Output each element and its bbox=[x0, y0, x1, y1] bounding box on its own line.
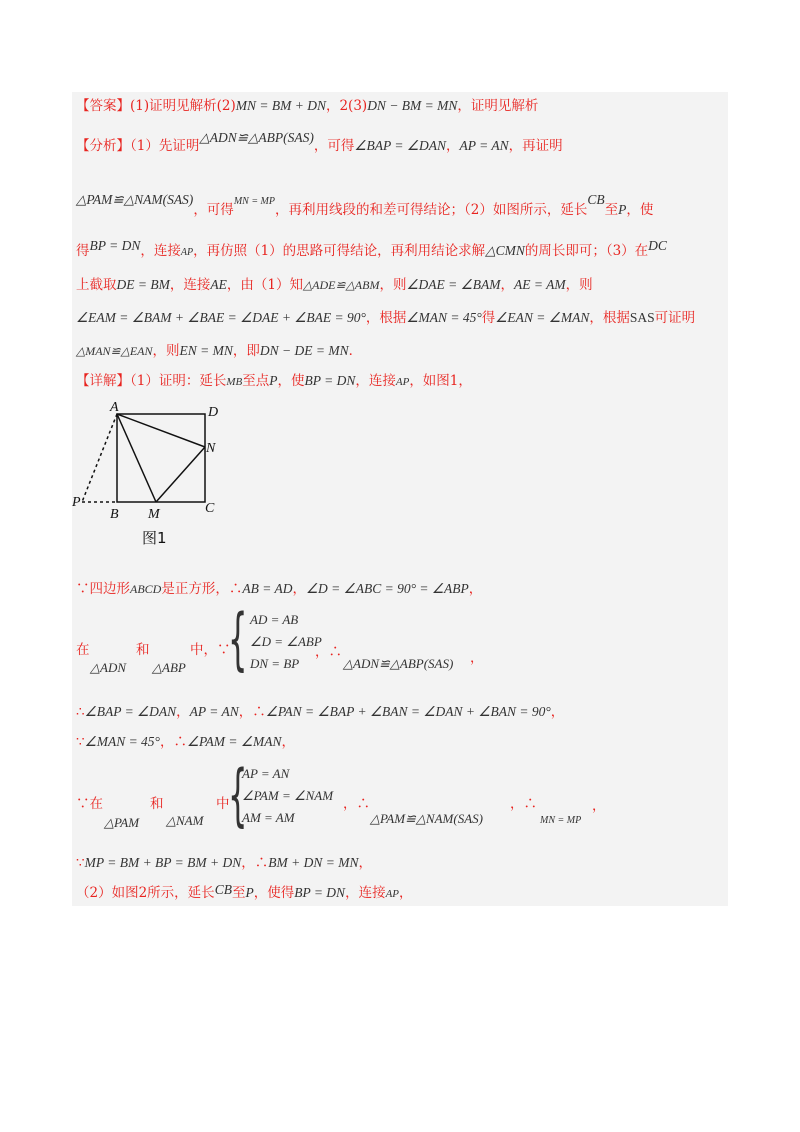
analysis-line-1: 【分析】（1）先证明△ADN≌△ABP(SAS)，可得∠BAP = ∠DAN，AP = AN，再证明 bbox=[76, 130, 563, 154]
system-1-result: △ADN≌△ABP(SAS) bbox=[343, 656, 454, 671]
proof-system-1-so: ，∴ bbox=[315, 644, 342, 660]
formula: CB bbox=[587, 192, 605, 207]
formula: AP = AN bbox=[189, 704, 239, 719]
formula: ∠PAM = ∠MAN bbox=[186, 734, 282, 749]
proof-line-3: ∴∠BAP = ∠DAN，AP = AN，∴∠PAN = ∠BAP + ∠BAN = ∠DAN + ∠BAN = 90°， bbox=[76, 704, 565, 720]
formula: BP = DN bbox=[89, 238, 141, 253]
proof-system-1-in: 在 bbox=[76, 642, 90, 658]
brace-2: { bbox=[228, 756, 248, 835]
formula: P bbox=[269, 373, 278, 388]
formula: DN − BM = MN bbox=[367, 98, 458, 113]
system-1-eq-1: AD = AB bbox=[250, 612, 299, 627]
analysis-line-4: 上截取DE = BM，连接AE，由（1）知△ADE≌△ABM，则∠DAE = ∠BAM，AE = AM，则 bbox=[76, 277, 593, 293]
formula: MN = MP bbox=[233, 196, 275, 207]
formula: ∠D = ∠ABC = 90° = ∠ABP bbox=[305, 581, 469, 596]
square-abcd bbox=[117, 414, 205, 502]
triangle-pam: △PAM bbox=[104, 815, 140, 830]
formula: AE bbox=[210, 277, 227, 292]
formula: DN − DE = MN bbox=[259, 343, 349, 358]
system-2-eq-1: AP = AN bbox=[242, 766, 290, 781]
formula: P bbox=[245, 885, 254, 900]
formula: ∠BAP = ∠DAN bbox=[354, 138, 446, 153]
formula: ∠BAP = ∠DAN bbox=[84, 704, 177, 719]
formula: MB bbox=[226, 376, 243, 388]
proof-system-1-end: ， bbox=[470, 650, 484, 666]
dashed-segment-ap bbox=[82, 414, 117, 502]
proof-system-1-and: 和 bbox=[136, 642, 150, 658]
answer-tag: 【答案】 bbox=[76, 98, 130, 114]
label-b: B bbox=[110, 507, 119, 522]
analysis-tag: 【分析】 bbox=[76, 138, 130, 154]
label-n: N bbox=[206, 441, 216, 456]
formula: DC bbox=[648, 238, 667, 253]
triangle-nam: △NAM bbox=[166, 813, 204, 828]
proof-line-1: ∵四边形ABCD是正方形，∴AB = AD，∠D = ∠ABC = 90° = ∠ABP， bbox=[76, 581, 483, 597]
triangle-abp: △ABP bbox=[152, 660, 186, 675]
formula: △ADN≌△ABP(SAS) bbox=[199, 130, 314, 145]
formula: AB = AD bbox=[242, 581, 293, 596]
formula: SAS bbox=[629, 310, 655, 325]
figure-caption: 图1 bbox=[142, 529, 167, 547]
brace-1: { bbox=[228, 600, 248, 679]
proof-line-4: ∵∠MAN = 45°，∴∠PAM = ∠MAN， bbox=[76, 734, 296, 750]
proof-line-6: ∵MP = BM + BP = BM + DN，∴BM + DN = MN， bbox=[76, 855, 372, 871]
formula: P bbox=[618, 202, 627, 217]
label-a: A bbox=[110, 400, 119, 415]
formula: ∠DAE = ∠BAM bbox=[406, 277, 501, 292]
detail-tag: 【详解】 bbox=[76, 373, 130, 389]
proof-system-2-mid: 中 bbox=[216, 796, 230, 812]
analysis-line-6: △MAN≌△EAN，则EN = MN，即DN − DE = MN． bbox=[76, 343, 363, 359]
formula: ∠EAM = ∠BAM + ∠BAE = ∠DAE + ∠BAE = 90° bbox=[76, 310, 366, 325]
formula: △CMN bbox=[485, 243, 525, 258]
system-1-eq-2: ∠D = ∠ABP bbox=[250, 634, 322, 649]
segment-mn bbox=[156, 447, 205, 502]
formula: △PAM≌△NAM(SAS) bbox=[76, 192, 194, 207]
formula: DE = BM bbox=[116, 277, 170, 292]
formula: ∠EAN = ∠MAN bbox=[495, 310, 590, 325]
answer-line: 【答案】(1)证明见解析(2)MN = BM + DN，2(3)DN − BM = MN，证明见解析 bbox=[76, 98, 539, 114]
system-2-result-2: MN = MP bbox=[540, 815, 582, 826]
detail-line: 【详解】（1）证明：延长MB至点P，使BP = DN，连接AP，如图1， bbox=[76, 373, 472, 389]
formula: ∠PAN = ∠BAP + ∠BAN = ∠DAN + ∠BAN = 90° bbox=[265, 704, 551, 719]
label-m: M bbox=[148, 507, 160, 522]
proof-system-2-end: ， bbox=[592, 798, 606, 814]
proof-system-2-so: ，∴ bbox=[343, 796, 370, 812]
formula: BM + DN = MN bbox=[268, 855, 359, 870]
formula: AP bbox=[395, 376, 410, 388]
proof-system-1-mid: 中，∵ bbox=[190, 642, 231, 658]
formula: ∠MAN = 45° bbox=[406, 310, 482, 325]
formula: △MAN≌△EAN bbox=[76, 344, 153, 358]
formula: ∠MAN = 45° bbox=[84, 734, 160, 749]
system-2-result: △PAM≌△NAM(SAS) bbox=[370, 811, 483, 826]
analysis-line-3: 得BP = DN，连接AP，再仿照（1）的思路可得结论，再利用结论求解△CMN的周长即可；（3）在DC bbox=[76, 238, 667, 259]
label-p: P bbox=[72, 495, 81, 510]
formula: ABCD bbox=[130, 582, 162, 596]
label-d: D bbox=[208, 405, 219, 420]
analysis-line-5: ∠EAM = ∠BAM + ∠BAE = ∠DAE + ∠BAE = 90°，根据∠MAN = 45°得∠EAN = ∠MAN，根据SAS可证明 bbox=[76, 310, 696, 326]
figure-1 bbox=[66, 396, 236, 556]
proof-line-7: （2）如图2所示，延长CB至P，使得BP = DN，连接AP， bbox=[76, 882, 413, 901]
system-2-eq-2: ∠PAM = ∠NAM bbox=[242, 788, 334, 803]
formula: CB bbox=[214, 882, 232, 897]
formula: MN = BM + DN bbox=[235, 98, 326, 113]
formula: AE = AM bbox=[514, 277, 566, 292]
formula: AP bbox=[385, 888, 400, 900]
formula: MP = BM + BP = BM + DN bbox=[84, 855, 242, 870]
formula: AP bbox=[180, 247, 194, 258]
formula: EN = MN bbox=[179, 343, 233, 358]
formula: BP = DN bbox=[294, 885, 346, 900]
formula: BP = DN bbox=[304, 373, 356, 388]
label-c: C bbox=[205, 501, 215, 516]
triangle-adn: △ADN bbox=[90, 660, 126, 675]
proof-system-2-and: 和 bbox=[150, 796, 164, 812]
formula: △ADE≌△ABM bbox=[302, 278, 380, 292]
formula: AP = AN bbox=[459, 138, 509, 153]
analysis-line-2: △PAM≌△NAM(SAS)，可得$^{MN = MP}$，再利用线段的和差可得结论；（2）如图所示，延长CB至P，使 bbox=[76, 192, 654, 218]
proof-system-2-in: ∵在 bbox=[76, 796, 103, 812]
system-2-eq-3: AM = AM bbox=[242, 810, 295, 825]
proof-system-2-so2: ，∴ bbox=[510, 796, 537, 812]
system-1-eq-3: DN = BP bbox=[250, 656, 300, 671]
